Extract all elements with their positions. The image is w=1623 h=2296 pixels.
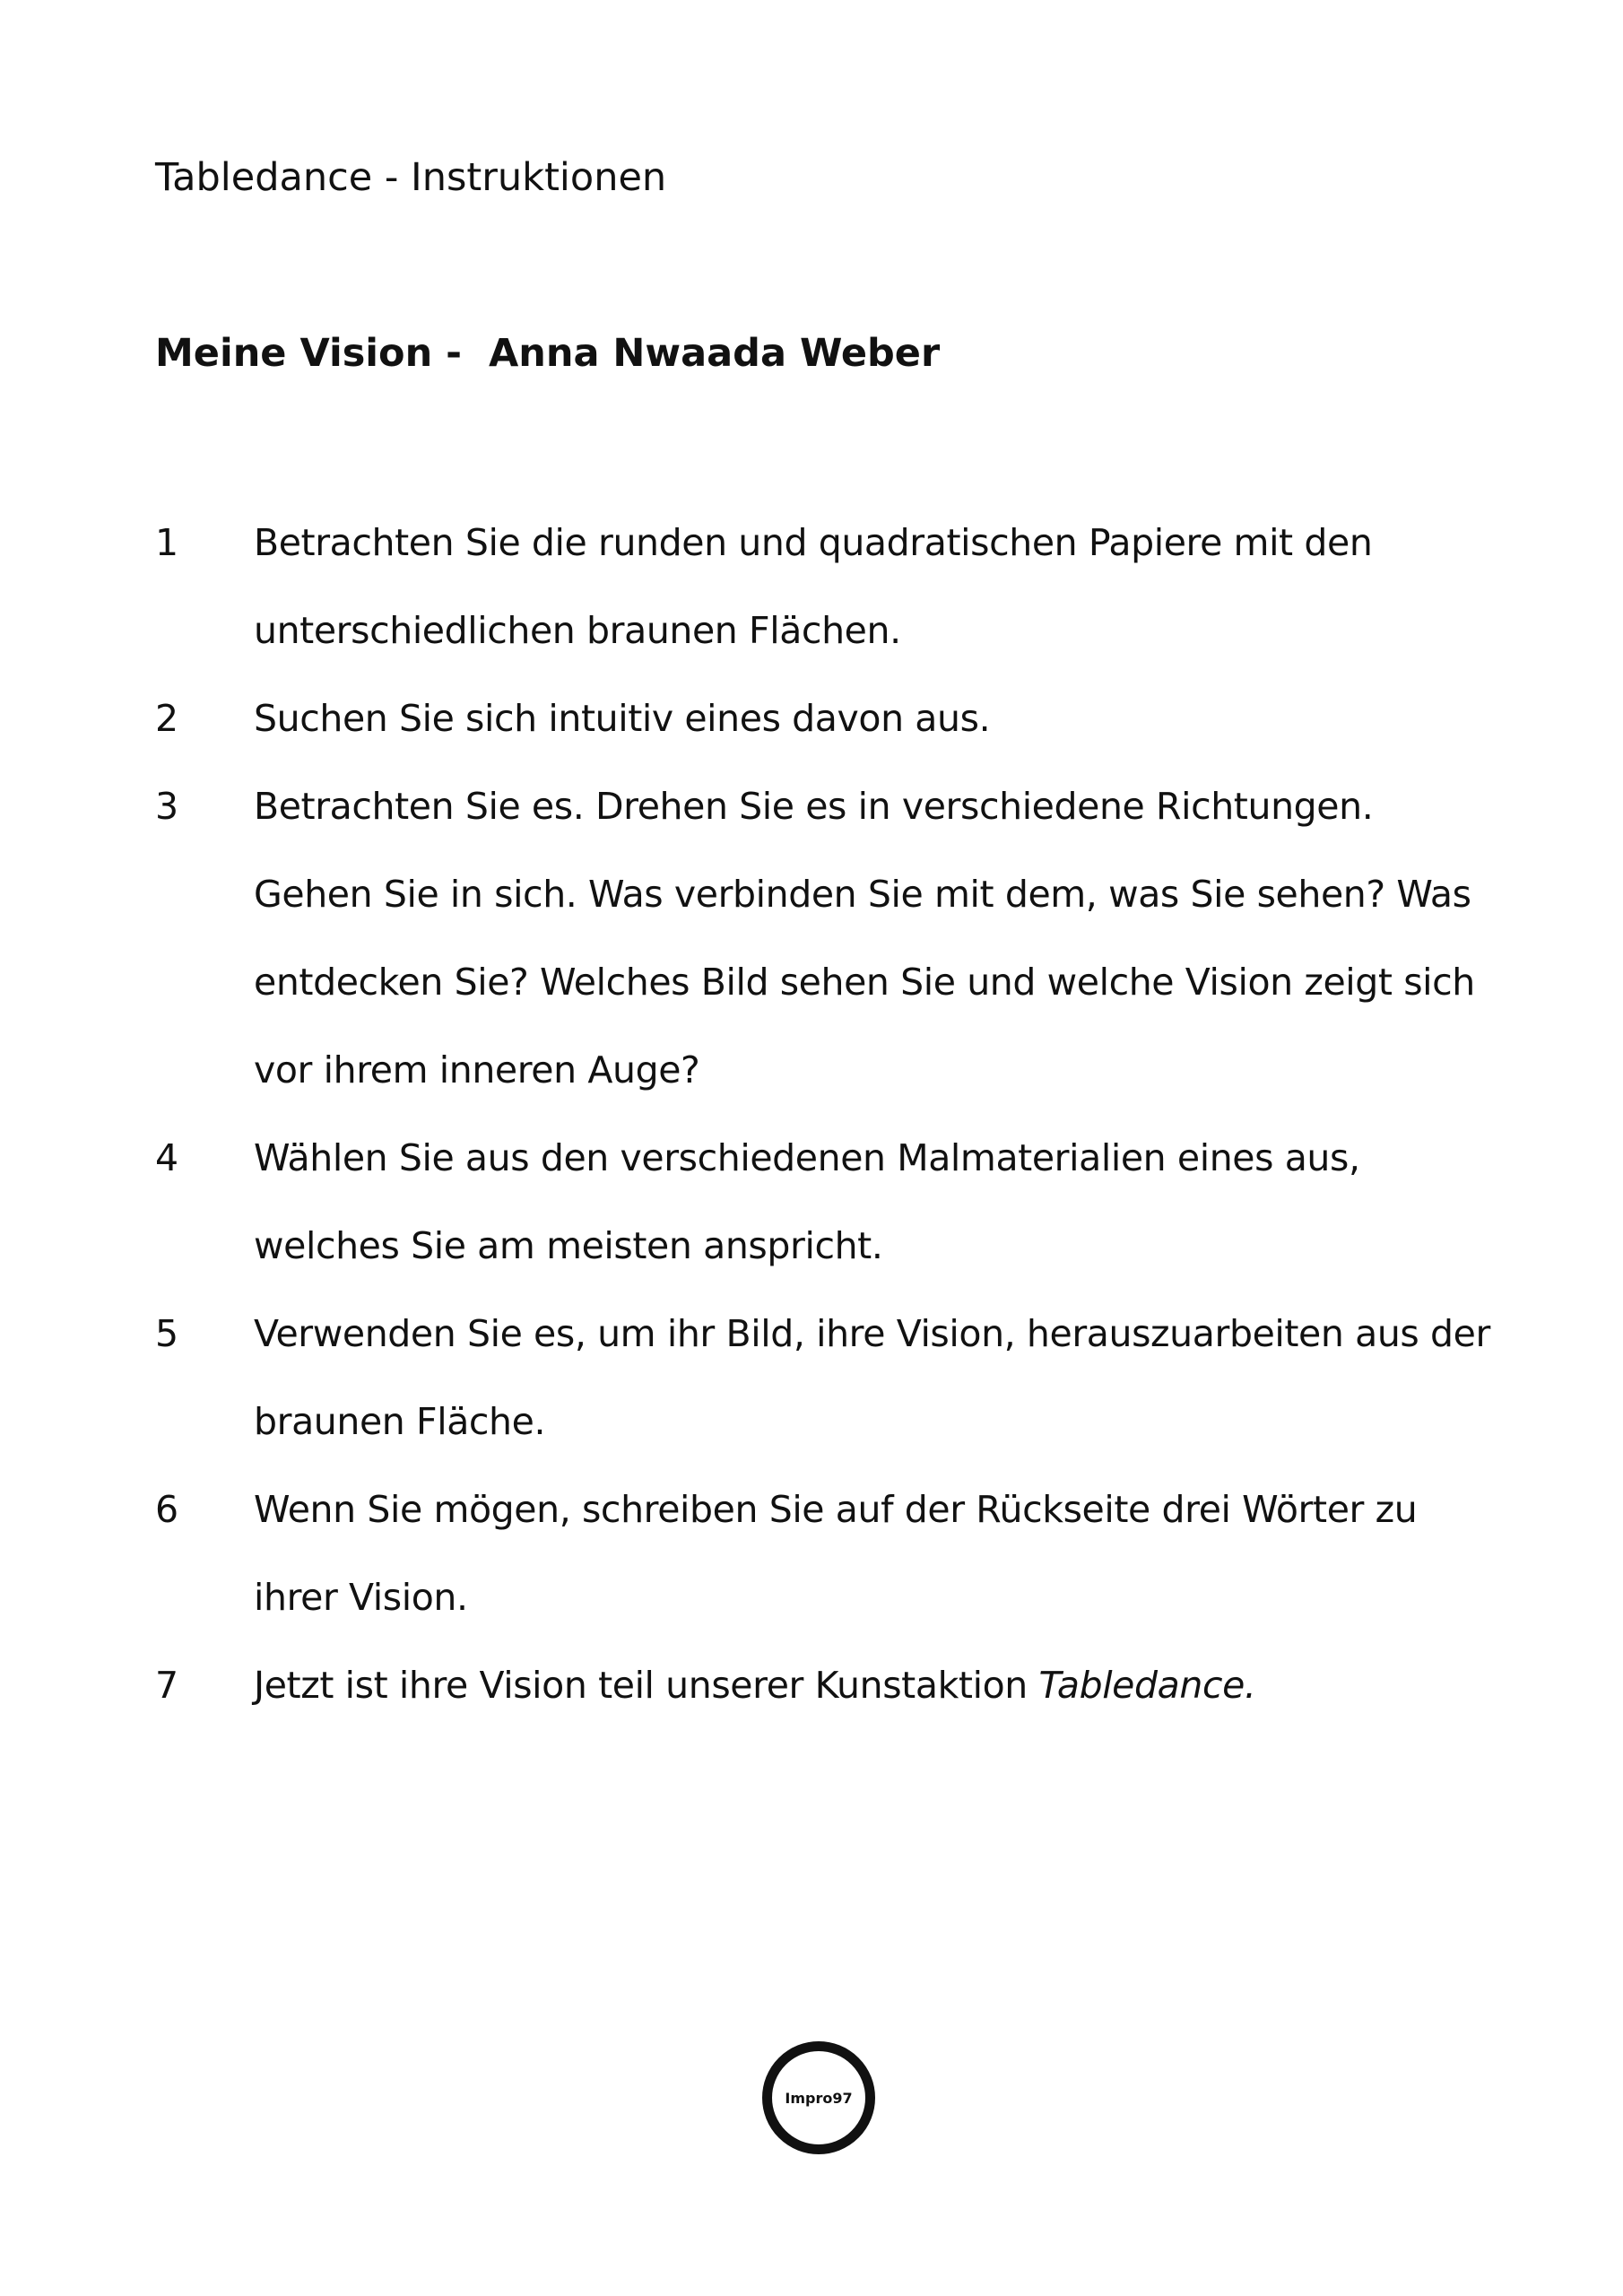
step-text	[254, 674, 1500, 762]
instruction-step	[155, 1290, 1500, 1465]
step-line: Betrachten Sie es. Drehen Sie es in verschiedene Richtungen.	[254, 785, 1374, 828]
step-line: braunen Fläche.	[254, 1400, 546, 1443]
step-text	[254, 499, 1500, 674]
step-line: ihrer Vision.	[254, 1576, 468, 1619]
instruction-list	[155, 499, 1500, 1729]
instruction-step	[155, 1641, 1500, 1729]
instruction-step	[155, 1465, 1500, 1641]
instruction-step	[155, 1114, 1500, 1290]
step-number: 5	[155, 1312, 179, 1355]
step-text	[254, 1290, 1500, 1465]
step-number: 6	[155, 1488, 179, 1531]
step-line: Suchen Sie sich intuitiv eines davon aus.	[254, 697, 991, 740]
step-number: 2	[155, 697, 179, 740]
step-number: 4	[155, 1136, 179, 1179]
step-number: 7	[155, 1664, 179, 1707]
step-line: Verwenden Sie es, um ihr Bild, ihre Vision, herauszuarbeiten aus der	[254, 1312, 1490, 1355]
document-title: Tabledance - Instruktionen	[155, 155, 667, 200]
step-text	[254, 1114, 1500, 1290]
step-line: entdecken Sie? Welches Bild sehen Sie und welche Vision zeigt sich	[254, 961, 1475, 1004]
artwork-title: Tabledance.	[1038, 1664, 1256, 1707]
step-text	[254, 1641, 1500, 1729]
instruction-step	[155, 674, 1500, 762]
impro97-logo	[762, 2041, 875, 2154]
step-text	[254, 762, 1500, 1114]
step-line: vor ihrem inneren Auge?	[254, 1048, 700, 1091]
step-line: welches Sie am meisten anspricht.	[254, 1224, 883, 1267]
step-line: Betrachten Sie die runden und quadratischen Papiere mit den	[254, 521, 1373, 564]
instruction-step	[155, 762, 1500, 1114]
step-line-text: Jetzt ist ihre Vision teil unserer Kunstaktion	[254, 1664, 1039, 1707]
step-number: 3	[155, 785, 179, 828]
document-heading: Meine Vision - Anna Nwaada Weber	[155, 331, 941, 376]
step-number: 1	[155, 521, 179, 564]
step-line	[254, 1641, 1500, 1729]
step-line: Wenn Sie mögen, schreiben Sie auf der Rückseite drei Wörter zu	[254, 1488, 1418, 1531]
step-line: Wählen Sie aus den verschiedenen Malmaterialien eines aus,	[254, 1136, 1360, 1179]
logo-text: Impro97	[785, 2089, 853, 2107]
step-line: unterschiedlichen braunen Flächen.	[254, 609, 901, 652]
step-text	[254, 1465, 1500, 1641]
step-line: Gehen Sie in sich. Was verbinden Sie mit dem, was Sie sehen? Was	[254, 873, 1471, 916]
instruction-step	[155, 499, 1500, 674]
